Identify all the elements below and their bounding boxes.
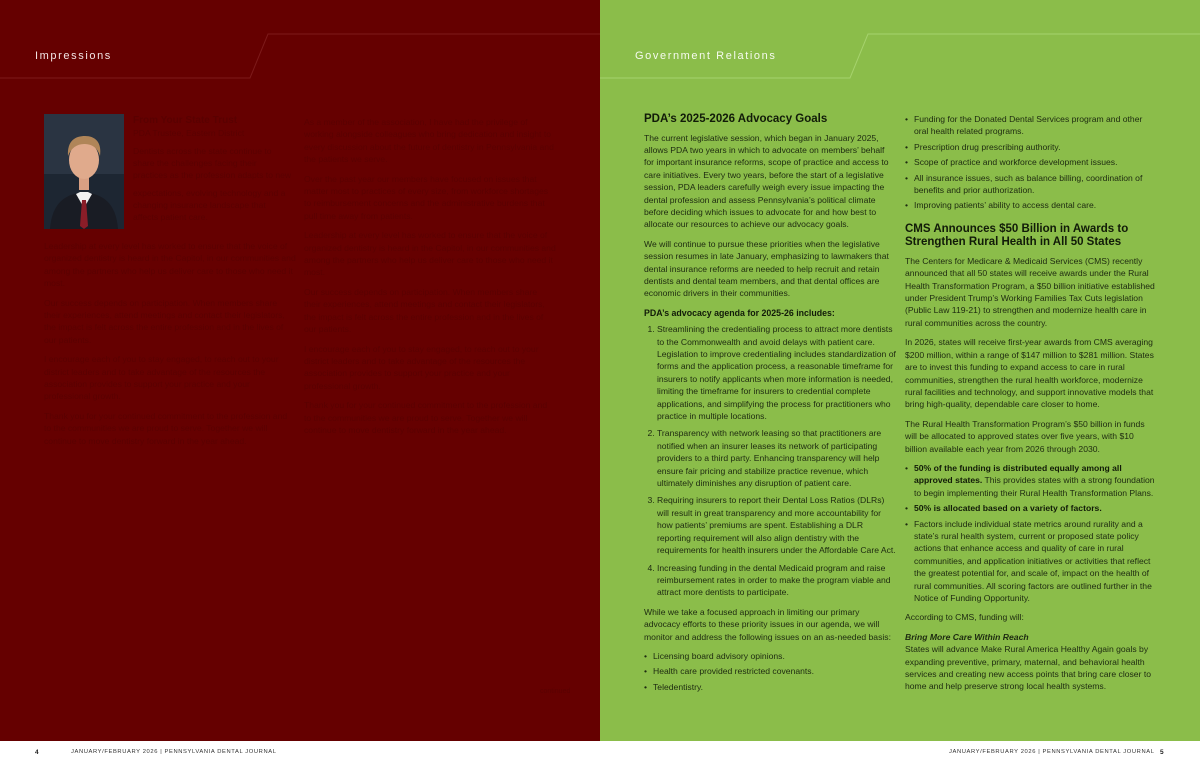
left-page [0,0,600,741]
footer-info-right: JANUARY/FEBRUARY 2026 | PENNSYLVANIA DENTAL JOURNAL [949,749,1155,755]
body-paragraph: I encourage each of you to stay engaged, to reach out to your district leaders and to take advantage of the resources the association provides to support your practice and your professional growth. [304,343,539,391]
body-paragraph: Over the past year our members have focused on issues that matter most to practices of every size, from workforce shortages to reimbursement concerns and the administrative burdens that pull time away from patients. [304,173,549,221]
list-item: 4. Increasing funding in the dental Medicaid program and raise reimbursement rates in order to make the program viable and attract more dentists to participate. [657,562,896,599]
body-paragraph: Thank you for your continued commitment to the profession and to the communities we are proud to serve. Together we will continue to move dentistry forward in the year ahead. [304,400,548,435]
agenda-heading: PDA’s advocacy agenda for 2025-26 includes: [644,307,835,318]
author-portrait [44,114,124,229]
page-number-left: 4 [35,749,40,756]
body-paragraph: Our success depends on participation. When members share their experiences, attend meetings and contact their legislators, the impact is felt across the entire profession and in the lives of our patients. [304,286,545,335]
section-title-government-relations: Government Relations [635,50,777,62]
right-header [600,0,1200,80]
list-item: • Teledentistry. [644,681,896,693]
left-footer [0,741,600,776]
list-item: • Factors include individual state metrics around rurality and a state’s rural health system, current or proposed state policy actions that enhance access and quality of care in rural communities, and application initiatives or activities that reflect the greatest potential for, and scale of, impact on the health of rural communities. All scoring factors are outlined further in the Notice of Funding Opportunity. [905,518,1155,605]
author-title: PDA Trustee, Eastern District [133,128,245,138]
body-paragraph: As a member of the association, I have had the privilege of working alongside colleagues who bring dedication and insight to every discussion about the future of dentistry in Pennsylvania and the patients we serve. [304,117,554,165]
article-title-advocacy-goals: PDA’s 2025-2026 Advocacy Goals [644,113,828,125]
body-paragraph: Leadership at every level has worked to ensure that the voice of organized dentistry is heard in the Capitol, in our communities and among the partners who help us deliver care to those who need it most. [304,230,556,278]
body-paragraph: The current legislative session, which began in January 2025, allows PDA two years in which to advocate on members’ behalf for important insurance reforms, scope of practice and access to care initiatives. Every two years, before the start of a legislative session, PDA leaders carefully weigh every issue impacting the dental profession and assess Pennsylvania’s political climate before deciding which issues to advocate for and how best to allocate our resources to achieve our advocacy goals. [644,132,889,230]
body-paragraph: Thank you for your continued commitment to the profession and to the communities we are proud to serve. Together we will continue to move dentistry forward in the year ahead. [44,410,288,446]
right-footer [600,741,1200,776]
list-item: • All insurance issues, such as balance billing, coordination of benefits and prior authorization. [905,172,1155,197]
author-block [133,115,293,223]
author-intro-1: Dentists across the state continue to share the challenges facing their practices as the profession adapts to new [133,146,292,180]
body-paragraph: We will continue to pursue these priorities when the legislative session resumes in late January, emphasizing to lawmakers that dental insurance reforms are needed to help recruit and retain dentists and dental team members, and that dental offices are economic drivers in their communities. [644,238,889,299]
right-column-left [644,113,896,700]
list-item [905,462,1155,499]
monitor-list [644,650,896,693]
author-intro-2: expectations, evolving technology and a changing insurance landscape that affects patient care. [133,188,286,222]
funding-item-bold: 50% of the funding is distributed equally among all approved states. [914,462,1122,486]
list-item: • Health care provided restricted covenants. [644,665,896,677]
list-item: • Improving patients’ ability to access dental care. [905,199,1155,211]
section-title-impressions: Impressions [35,50,112,62]
body-paragraph: States will advance Make Rural America Healthy Again goals by expanding preventive, primary, maternal, and behavioral health services and creating new access points that bring care closer to home and help preserve strong local health systems. [905,644,1152,692]
author-name: From Your State Trust [133,115,238,126]
left-header-decoration [0,0,600,80]
body-paragraph: While we take a focused approach in limiting our primary advocacy efforts to these priority issues in our agenda, we will monitor and address the following issues on an as-needed basis: [644,606,891,642]
issues-list [905,113,1155,212]
funding-item-bold: 50% is allocated based on a variety of factors. [914,503,1102,514]
body-paragraph: In 2026, states will receive first-year awards from CMS averaging $200 million, within a range of $147 million to $281 million. States are to invest this funding to expand access to care in rural communities, strengthen the rural health workforce, modernize rural facilities and technology, and support innovative models that bring high-quality, dependable care closer to home. [905,337,1154,410]
list-item: 2. Transparency with network leasing so that practitioners are notified when an insurer leases its network of participating providers to a third party. Enhancing transparency will help ensure fair pricing and stabilize practice revenue, which ultimately diminishes any disruption of patient care. [657,427,896,489]
continued-label: continued [540,688,571,695]
list-item: • Licensing board advisory opinions. [644,650,896,662]
author-photo-icon [44,114,124,229]
list-item: • Funding for the Donated Dental Services program and other oral health related programs. [905,113,1155,138]
left-header [0,0,600,80]
list-item: 1. Streamlining the credentialing process to attract more dentists to the Commonwealth and avoid delays with patient care. Legislation to improve credentialing includes standardization of forms and the application process, a reasonable timeframe for insurers to notify applicants when more information is needed, limiting the timeframe for insurers to credential complete applications, and simplifying the process for practitioners who practice in multiple locations. [657,323,896,422]
list-item: • Prescription drug prescribing authority. [905,141,1155,153]
body-paragraph: The Rural Health Transformation Program’s $50 billion in funds will be allocated to approved states over five years, with $10 billion available each year from 2026 through 2030. [905,418,1145,454]
body-paragraph: According to CMS, funding will: [905,612,1024,623]
right-page [600,0,1200,741]
article-title-cms-awards: CMS Announces $50 Billion in Awards to Strengthen Rural Health in All 50 States [905,222,1129,249]
list-item: • Scope of practice and workforce development issues. [905,156,1155,168]
page-number-right: 5 [1160,749,1165,756]
right-header-decoration [600,0,1200,80]
list-item: 3. Requiring insurers to report their Dental Loss Ratios (DLRs) will result in great transparency and more accountability for how patients’ premiums are spent. Establishing a DLR reporting requirement will also align dentistry with the requirements for health insurers under the Affordable Care Act. [657,494,896,556]
body-paragraph: I encourage each of you to stay engaged, to reach out to your district leaders and to take advantage of the resources the association provides to support your practice and your professional growth. [44,354,279,402]
subhead-bring-more-care: Bring More Care Within Reach [905,631,1029,642]
body-paragraph: The Centers for Medicare & Medicaid Services (CMS) recently announced that all 50 states will receive awards under the Rural Health Transformation Program, a $50 billion initiative established under President Trump’s Working Families Tax Cuts legislation (Public Law 119-21) to strengthen and modernize health care in rural communities across the country. [905,255,1155,328]
body-paragraph: Our success depends on participation. When members share their experiences, attend meetings and contact their legislators, the impact is felt across the entire profession and in the lives of our patients. [44,297,285,345]
left-column-left [44,240,296,454]
funding-list [905,462,1155,604]
agenda-list [644,323,896,599]
right-column-right [905,113,1155,700]
body-paragraph: Leadership at every level has worked to ensure that the voice of organized dentistry is heard in the Capitol, in our communities and among the partners who help us deliver care to those who need it most. [44,241,296,289]
left-column-right [304,116,556,443]
footer-info-left: JANUARY/FEBRUARY 2026 | PENNSYLVANIA DENTAL JOURNAL [71,749,277,755]
funding-item-text: This provides states with a strong foundation to begin implementing their Rural Health Transformation Plans. [914,475,1155,498]
list-item [905,502,1155,514]
